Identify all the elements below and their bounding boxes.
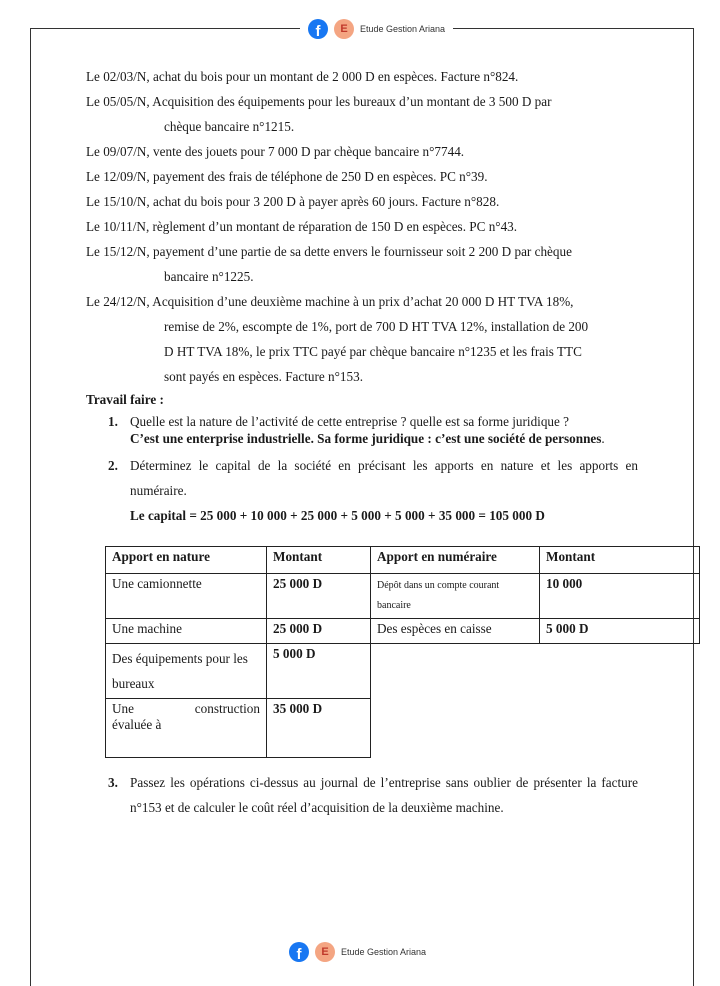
operation-entry [86, 189, 638, 214]
capital-formula: Le capital = 25 000 + 10 000 + 25 000 + 5 000 + 5 000 + 35 000 = 105 000 D [130, 508, 545, 523]
travail-title: Travail faire : [86, 392, 164, 407]
answer-text: C’est une enterprise industrielle. Sa forme juridique : c’est une société de personnes [130, 431, 602, 446]
entry-continuation: bancaire n°1225. [164, 269, 254, 284]
col-header: Montant [267, 547, 371, 574]
table-cell [106, 699, 267, 758]
operation-entry [86, 89, 638, 139]
table-cell: Une machine [106, 619, 267, 644]
question-number: 1. [108, 414, 118, 429]
table-row [106, 699, 700, 758]
table-cell: Dépôt dans un compte courant bancaire [371, 574, 540, 619]
question-number: 2. [108, 458, 118, 473]
question-3 [86, 770, 638, 820]
entry-text: Le 09/07/N, vente des jouets pour 7 000 D par chèque bancaire n°7744. [86, 144, 465, 159]
entry-continuation: chèque bancaire n°1215. [164, 119, 295, 134]
table-header-row [106, 547, 700, 574]
empty-cell [371, 644, 540, 699]
col-header: Montant [540, 547, 700, 574]
cell-word: Une [112, 701, 134, 716]
operation-entry [86, 289, 638, 389]
entry-text: Le 24/12/N, Acquisition d’une deuxième machine à un prix d’achat 20 000 D HT TVA 18%, [86, 294, 574, 309]
table-cell: 25 000 D [267, 619, 371, 644]
operation-entry [86, 139, 638, 164]
table-row [106, 574, 700, 619]
entry-text: Le 10/11/N, règlement d’un montant de réparation de 150 D en espèces. PC n°43. [86, 219, 518, 234]
question-text: Déterminez le capital de la société en précisant les apports en nature et les apports en numéraire. [130, 458, 638, 498]
brand-logo-icon: E [315, 942, 335, 962]
entry-continuation: remise de 2%, escompte de 1%, port de 700 D HT TVA 12%, installation de 200 [164, 319, 589, 334]
answer-punct: . [601, 431, 605, 446]
col-header: Apport en nature [106, 547, 267, 574]
cell-line [112, 701, 260, 717]
empty-cell [540, 699, 700, 758]
cell-word: construction [194, 701, 260, 716]
document-body [86, 64, 638, 527]
question-text: Passez les opérations ci-dessus au journal de l’entreprise sans oublier de présenter la facture n°153 et de calculer le coût réel d’acquisition de la deuxième machine. [130, 775, 638, 815]
question-2 [86, 453, 638, 503]
table-cell: 5 000 D [267, 644, 371, 699]
table-row [106, 644, 700, 699]
entry-continuation: sont payés en espèces. Facture n°153. [164, 369, 363, 384]
table-cell: Des espèces en caisse [371, 619, 540, 644]
operation-entry [86, 214, 638, 239]
footer-brand [281, 942, 434, 962]
table-cell: 10 000 [540, 574, 700, 619]
entry-text: Le 05/05/N, Acquisition des équipements pour les bureaux d’un montant de 3 500 D par [86, 94, 552, 109]
table-cell: Des équipements pour les bureaux [106, 644, 267, 699]
brand-name: Etude Gestion Ariana [360, 24, 446, 34]
col-header: Apport en numéraire [371, 547, 540, 574]
facebook-icon[interactable]: f [308, 19, 328, 39]
table-cell: Une camionnette [106, 574, 267, 619]
table-row [106, 619, 700, 644]
operation-entry [86, 239, 638, 289]
empty-cell [540, 644, 700, 699]
entry-continuation: D HT TVA 18%, le prix TTC payé par chèque bancaire n°1235 et les frais TTC [164, 344, 582, 359]
header-brand [300, 19, 453, 39]
entry-text: Le 12/09/N, payement des frais de téléphone de 250 D en espèces. PC n°39. [86, 169, 488, 184]
brand-logo-icon: E [334, 19, 354, 39]
question-text: Quelle est la nature de l’activité de cette entreprise ? quelle est sa forme juridique ? [130, 414, 570, 429]
question-3-block [86, 770, 638, 820]
brand-name: Etude Gestion Ariana [341, 947, 427, 957]
table-cell: 5 000 D [540, 619, 700, 644]
empty-cell [371, 699, 540, 758]
operation-entry [86, 164, 638, 189]
question-number: 3. [108, 775, 118, 790]
entry-text: Le 02/03/N, achat du bois pour un montant de 2 000 D en espèces. Facture n°824. [86, 69, 519, 84]
question-1 [86, 413, 638, 447]
apports-table [105, 546, 700, 758]
cell-line: évaluée à [112, 717, 162, 732]
entry-text: Le 15/10/N, achat du bois pour 3 200 D à payer après 60 jours. Facture n°828. [86, 194, 500, 209]
entry-text: Le 15/12/N, payement d’une partie de sa dette envers le fournisseur soit 2 200 D par chèque [86, 244, 572, 259]
table-cell: 35 000 D [267, 699, 371, 758]
table-cell: 25 000 D [267, 574, 371, 619]
facebook-icon[interactable]: f [289, 942, 309, 962]
operation-entry [86, 64, 638, 89]
